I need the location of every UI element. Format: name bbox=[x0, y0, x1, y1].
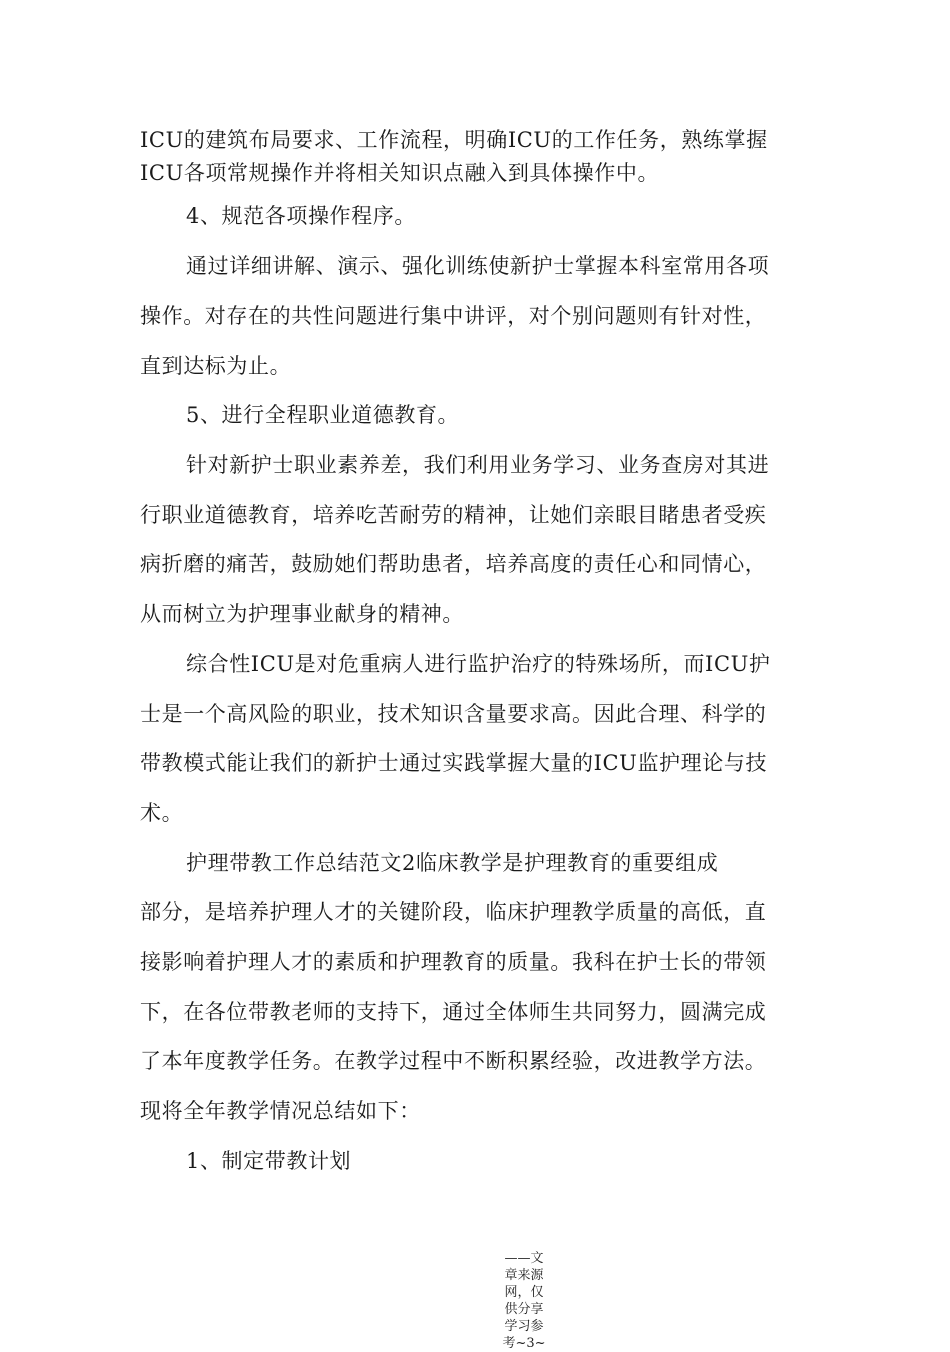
body-text-line: 带教模式能让我们的新护士通过实践掌握大量的ICU监护理论与技 bbox=[140, 751, 768, 775]
body-text-line: 行职业道德教育，培养吃苦耐劳的精神，让她们亲眼目睹患者受疾 bbox=[140, 503, 767, 527]
body-text-line: 直到达标为止。 bbox=[140, 354, 292, 378]
body-text-line: 部分，是培养护理人才的关键阶段，临床护理教学质量的高低，直 bbox=[140, 900, 767, 924]
body-text-line: 病折磨的痛苦，鼓励她们帮助患者，培养高度的责任心和同情心， bbox=[140, 552, 767, 576]
body-text-line: 从而树立为护理事业献身的精神。 bbox=[140, 602, 464, 626]
body-text-line: 现将全年教学情况总结如下： bbox=[140, 1099, 421, 1123]
section-heading: 5、进行全程职业道德教育。 bbox=[186, 403, 460, 427]
section-heading: 1、制定带教计划 bbox=[186, 1149, 352, 1173]
body-text-line: 下，在各位带教老师的支持下，通过全体师生共同努力，圆满完成 bbox=[140, 1000, 767, 1024]
section-heading: 4、规范各项操作程序。 bbox=[186, 204, 416, 228]
page-footer: ——文章来源网，仅供分享学习参考~3~ bbox=[502, 1251, 546, 1351]
body-text-line: 综合性ICU是对危重病人进行监护治疗的特殊场所，而ICU护 bbox=[186, 652, 771, 676]
body-text-line: 接影响着护理人才的素质和护理教育的质量。我科在护士长的带领 bbox=[140, 950, 767, 974]
body-text-line: 操作。对存在的共性问题进行集中讲评，对个别问题则有针对性， bbox=[140, 304, 767, 328]
section-heading: 护理带教工作总结范文2临床教学是护理教育的重要组成 bbox=[186, 851, 719, 875]
body-text-line: 了本年度教学任务。在教学过程中不断积累经验，改进教学方法。 bbox=[140, 1049, 767, 1073]
body-text-line: 术。 bbox=[140, 801, 184, 825]
body-text-line: ICU各项常规操作并将相关知识点融入到具体操作中。 bbox=[140, 161, 660, 185]
body-text-line: 士是一个高风险的职业，技术知识含量要求高。因此合理、科学的 bbox=[140, 702, 767, 726]
body-text-line: ICU的建筑布局要求、工作流程，明确ICU的工作任务，熟练掌握 bbox=[140, 128, 768, 152]
body-text-line: 针对新护士职业素养差，我们利用业务学习、业务查房对其进 bbox=[186, 453, 770, 477]
body-text-line: 通过详细讲解、演示、强化训练使新护士掌握本科室常用各项 bbox=[186, 254, 770, 278]
